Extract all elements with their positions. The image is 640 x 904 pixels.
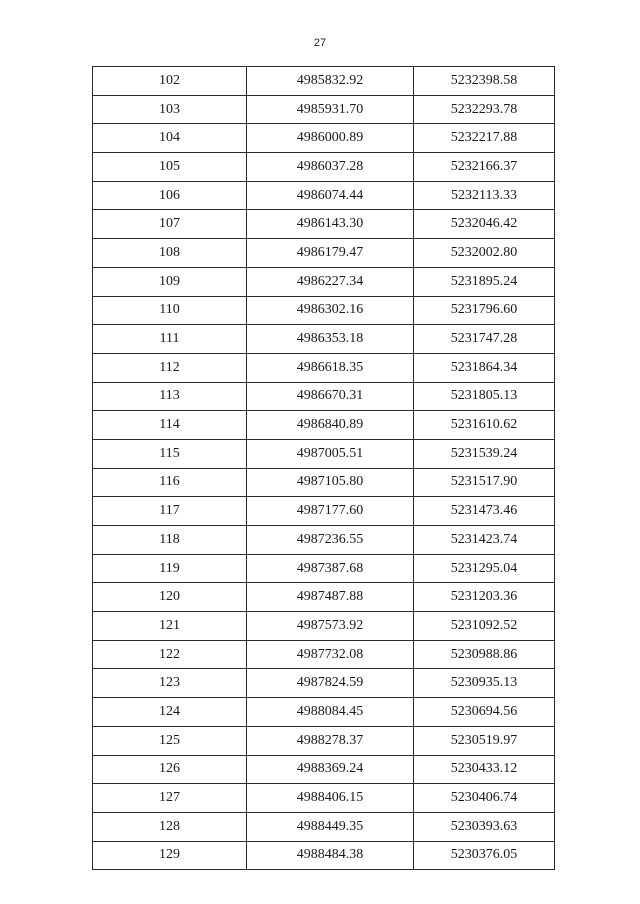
x-coordinate-cell: 4985931.70 xyxy=(247,95,414,124)
y-coordinate-cell: 5231473.46 xyxy=(414,497,555,526)
x-coordinate-cell: 4988369.24 xyxy=(247,755,414,784)
y-coordinate-cell: 5232046.42 xyxy=(414,210,555,239)
x-coordinate-cell: 4987105.80 xyxy=(247,468,414,497)
x-coordinate-cell: 4986840.89 xyxy=(247,411,414,440)
y-coordinate-cell: 5232113.33 xyxy=(414,181,555,210)
table-row xyxy=(93,669,555,698)
y-coordinate-cell: 5230935.13 xyxy=(414,669,555,698)
x-coordinate-cell: 4986000.89 xyxy=(247,124,414,153)
y-coordinate-cell: 5231796.60 xyxy=(414,296,555,325)
y-coordinate-cell: 5230406.74 xyxy=(414,784,555,813)
x-coordinate-cell: 4985832.92 xyxy=(247,67,414,96)
y-coordinate-cell: 5231610.62 xyxy=(414,411,555,440)
coordinates-table xyxy=(92,66,555,870)
point-number-cell: 114 xyxy=(93,411,247,440)
point-number-cell: 122 xyxy=(93,640,247,669)
table-row xyxy=(93,239,555,268)
point-number-cell: 125 xyxy=(93,726,247,755)
point-number-cell: 103 xyxy=(93,95,247,124)
table-row xyxy=(93,698,555,727)
table-row xyxy=(93,640,555,669)
page-number: 27 xyxy=(313,37,327,49)
table-row xyxy=(93,153,555,182)
point-number-cell: 121 xyxy=(93,612,247,641)
y-coordinate-cell: 5231805.13 xyxy=(414,382,555,411)
table-row xyxy=(93,124,555,153)
table-row xyxy=(93,181,555,210)
x-coordinate-cell: 4986179.47 xyxy=(247,239,414,268)
point-number-cell: 124 xyxy=(93,698,247,727)
x-coordinate-cell: 4988084.45 xyxy=(247,698,414,727)
point-number-cell: 126 xyxy=(93,755,247,784)
point-number-cell: 115 xyxy=(93,439,247,468)
point-number-cell: 119 xyxy=(93,554,247,583)
table-row xyxy=(93,554,555,583)
y-coordinate-cell: 5231517.90 xyxy=(414,468,555,497)
x-coordinate-cell: 4988449.35 xyxy=(247,812,414,841)
y-coordinate-cell: 5230376.05 xyxy=(414,841,555,870)
y-coordinate-cell: 5232293.78 xyxy=(414,95,555,124)
y-coordinate-cell: 5231295.04 xyxy=(414,554,555,583)
x-coordinate-cell: 4986353.18 xyxy=(247,325,414,354)
x-coordinate-cell: 4988484.38 xyxy=(247,841,414,870)
coordinates-table-body xyxy=(93,67,555,870)
table-row xyxy=(93,267,555,296)
table-row xyxy=(93,210,555,239)
x-coordinate-cell: 4986618.35 xyxy=(247,353,414,382)
point-number-cell: 120 xyxy=(93,583,247,612)
x-coordinate-cell: 4987824.59 xyxy=(247,669,414,698)
point-number-cell: 106 xyxy=(93,181,247,210)
x-coordinate-cell: 4986670.31 xyxy=(247,382,414,411)
point-number-cell: 111 xyxy=(93,325,247,354)
y-coordinate-cell: 5231203.36 xyxy=(414,583,555,612)
y-coordinate-cell: 5231092.52 xyxy=(414,612,555,641)
point-number-cell: 113 xyxy=(93,382,247,411)
table-row xyxy=(93,439,555,468)
x-coordinate-cell: 4987573.92 xyxy=(247,612,414,641)
x-coordinate-cell: 4986037.28 xyxy=(247,153,414,182)
x-coordinate-cell: 4987005.51 xyxy=(247,439,414,468)
x-coordinate-cell: 4987177.60 xyxy=(247,497,414,526)
point-number-cell: 109 xyxy=(93,267,247,296)
y-coordinate-cell: 5231864.34 xyxy=(414,353,555,382)
table-row xyxy=(93,755,555,784)
x-coordinate-cell: 4987387.68 xyxy=(247,554,414,583)
table-row xyxy=(93,325,555,354)
y-coordinate-cell: 5232166.37 xyxy=(414,153,555,182)
table-row xyxy=(93,382,555,411)
x-coordinate-cell: 4987236.55 xyxy=(247,526,414,555)
x-coordinate-cell: 4988278.37 xyxy=(247,726,414,755)
table-row xyxy=(93,812,555,841)
y-coordinate-cell: 5231539.24 xyxy=(414,439,555,468)
table-row xyxy=(93,296,555,325)
point-number-cell: 128 xyxy=(93,812,247,841)
point-number-cell: 108 xyxy=(93,239,247,268)
y-coordinate-cell: 5230393.63 xyxy=(414,812,555,841)
y-coordinate-cell: 5230988.86 xyxy=(414,640,555,669)
table-row xyxy=(93,497,555,526)
point-number-cell: 110 xyxy=(93,296,247,325)
point-number-cell: 104 xyxy=(93,124,247,153)
x-coordinate-cell: 4987487.88 xyxy=(247,583,414,612)
point-number-cell: 105 xyxy=(93,153,247,182)
x-coordinate-cell: 4986143.30 xyxy=(247,210,414,239)
table-row xyxy=(93,612,555,641)
table-row xyxy=(93,784,555,813)
y-coordinate-cell: 5230519.97 xyxy=(414,726,555,755)
x-coordinate-cell: 4987732.08 xyxy=(247,640,414,669)
y-coordinate-cell: 5232002.80 xyxy=(414,239,555,268)
point-number-cell: 116 xyxy=(93,468,247,497)
table-row xyxy=(93,468,555,497)
y-coordinate-cell: 5231895.24 xyxy=(414,267,555,296)
table-row xyxy=(93,583,555,612)
table-row xyxy=(93,95,555,124)
point-number-cell: 107 xyxy=(93,210,247,239)
table-row xyxy=(93,411,555,440)
table-row xyxy=(93,726,555,755)
point-number-cell: 112 xyxy=(93,353,247,382)
x-coordinate-cell: 4986227.34 xyxy=(247,267,414,296)
y-coordinate-cell: 5231423.74 xyxy=(414,526,555,555)
y-coordinate-cell: 5231747.28 xyxy=(414,325,555,354)
point-number-cell: 123 xyxy=(93,669,247,698)
y-coordinate-cell: 5230694.56 xyxy=(414,698,555,727)
point-number-cell: 117 xyxy=(93,497,247,526)
table-row xyxy=(93,841,555,870)
table-row xyxy=(93,526,555,555)
point-number-cell: 129 xyxy=(93,841,247,870)
point-number-cell: 127 xyxy=(93,784,247,813)
x-coordinate-cell: 4986074.44 xyxy=(247,181,414,210)
point-number-cell: 118 xyxy=(93,526,247,555)
y-coordinate-cell: 5232398.58 xyxy=(414,67,555,96)
table-row xyxy=(93,67,555,96)
table-row xyxy=(93,353,555,382)
y-coordinate-cell: 5230433.12 xyxy=(414,755,555,784)
x-coordinate-cell: 4986302.16 xyxy=(247,296,414,325)
point-number-cell: 102 xyxy=(93,67,247,96)
y-coordinate-cell: 5232217.88 xyxy=(414,124,555,153)
x-coordinate-cell: 4988406.15 xyxy=(247,784,414,813)
